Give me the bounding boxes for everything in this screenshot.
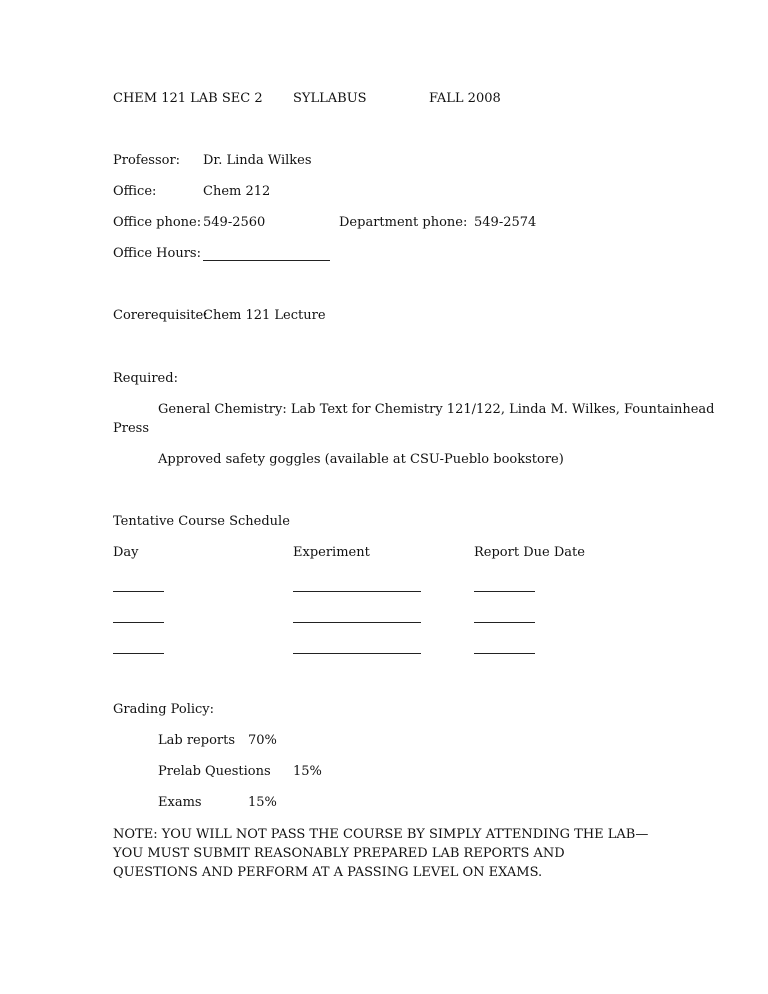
office-label: Office: bbox=[113, 184, 157, 199]
day-blank bbox=[113, 591, 164, 592]
experiment-blank bbox=[293, 591, 421, 592]
schedule-column-due-date: Report Due Date bbox=[474, 545, 585, 560]
grading-item-label: Exams bbox=[158, 795, 202, 810]
due-date-blank bbox=[474, 653, 535, 654]
required-textbook: General Chemistry: Lab Text for Chemistry 121/122, Linda M. Wilkes, Fountainhead bbox=[158, 402, 715, 417]
office-hours-blank bbox=[203, 260, 330, 261]
required-goggles: Approved safety goggles (available at CSU-Pueblo bookstore) bbox=[158, 452, 564, 467]
attendance-note: NOTE: YOU WILL NOT PASS THE COURSE BY SIMPLY ATTENDING THE LAB—YOU MUST SUBMIT REASONABLY PREPARED LAB REPORTS AND QUESTIONS AND PERFORM AT A PASSING LEVEL ON EXAMS. bbox=[113, 827, 649, 880]
corequisite-label: Corerequisite: bbox=[113, 308, 208, 323]
department-phone-label: Department phone: bbox=[339, 215, 468, 230]
grading-item-label: Lab reports bbox=[158, 733, 236, 748]
professor-value: Dr. Linda Wilkes bbox=[203, 153, 312, 168]
due-date-blank bbox=[474, 622, 535, 623]
due-date-blank bbox=[474, 591, 535, 592]
term: FALL 2008 bbox=[429, 91, 501, 106]
schedule-title: Tentative Course Schedule bbox=[113, 514, 290, 529]
experiment-blank bbox=[293, 622, 421, 623]
document-type: SYLLABUS bbox=[293, 91, 367, 106]
grading-item-value: 15% bbox=[293, 764, 322, 779]
day-blank bbox=[113, 622, 164, 623]
day-blank bbox=[113, 653, 164, 654]
experiment-blank bbox=[293, 653, 421, 654]
corequisite-value: Chem 121 Lecture bbox=[203, 308, 326, 323]
required-label: Required: bbox=[113, 371, 178, 386]
schedule-column-day: Day bbox=[113, 545, 139, 560]
office-hours-label: Office Hours: bbox=[113, 246, 201, 261]
department-phone-value: 549-2574 bbox=[474, 215, 537, 230]
grading-item-value: 70% bbox=[248, 733, 277, 748]
office-phone-value: 549-2560 bbox=[203, 215, 266, 230]
grading-title: Grading Policy: bbox=[113, 702, 215, 717]
office-phone-label: Office phone: bbox=[113, 215, 202, 230]
course-title: CHEM 121 LAB SEC 2 bbox=[113, 91, 263, 106]
schedule-column-experiment: Experiment bbox=[293, 545, 370, 560]
required-textbook-continued: Press bbox=[113, 421, 149, 436]
professor-label: Professor: bbox=[113, 153, 181, 168]
grading-item-label: Prelab Questions bbox=[158, 764, 271, 779]
office-value: Chem 212 bbox=[203, 184, 271, 199]
grading-item-value: 15% bbox=[248, 795, 277, 810]
